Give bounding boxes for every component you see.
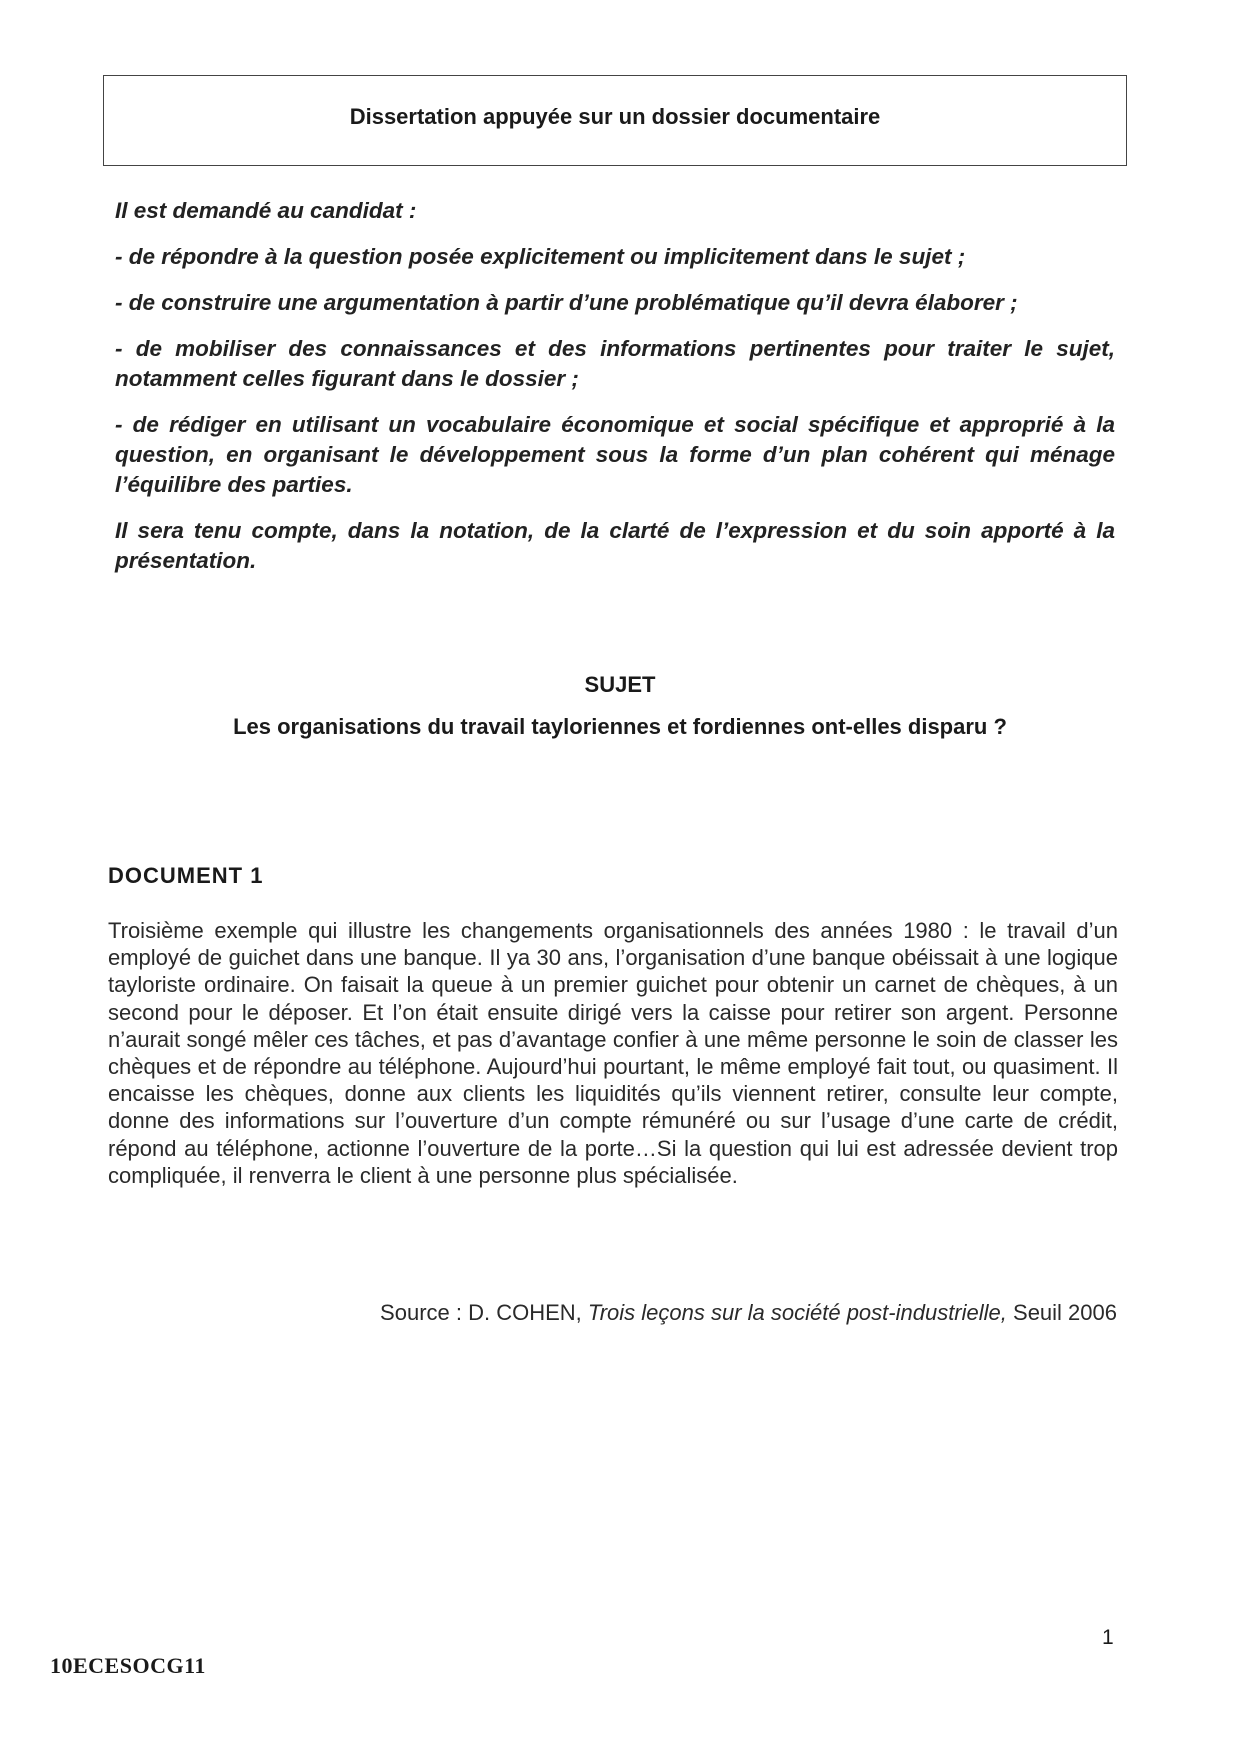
page-number: 1 [1102,1626,1114,1649]
sujet-question: Les organisations du travail tayloriennes et fordiennes ont-elles disparu ? [233,714,1007,739]
instructions-item: - de rédiger en utilisant un vocabulaire économique et social spécifique et approprié à la question, en organisant le développement sous la forme d’un plan cohérent qui ménage l’équilibre des parties. [115,412,1115,497]
source-prefix: Source : D. COHEN, [380,1300,582,1325]
instructions-item: - de répondre à la question posée explicitement ou implicitement dans le sujet ; [115,244,966,269]
document-source [380,1300,1117,1326]
instructions-item: - de mobiliser des connaissances et des informations pertinentes pour traiter le sujet, notamment celles figurant dans le dossier ; [115,336,1115,391]
header-title: Dissertation appuyée sur un dossier documentaire [349,103,881,129]
source-title: Trois leçons sur la société post-industrielle, [587,1300,1007,1325]
exam-code: 10ECESOCG11 [50,1653,206,1678]
sujet-label: SUJET [584,672,656,697]
source-suffix: Seuil 2006 [1013,1300,1117,1325]
instructions-item: - de construire une argumentation à partir d’une problématique qu’il devra élaborer ; [115,290,1018,315]
instructions-intro: Il est demandé au candidat : [115,198,417,223]
document-heading: DOCUMENT 1 [108,863,264,888]
instructions [115,196,1115,592]
header-box [103,75,1127,166]
instructions-notation: Il sera tenu compte, dans la notation, de la clarté de l’expression et du soin apporté à la présentation. [115,518,1115,573]
document-body: Troisième exemple qui illustre les changements organisationnels des années 1980 : le travail d’un employé de guichet dans une banque. Il ya 30 ans, l’organisation d’une banque obéissait à une logique tayloriste ordinaire. On faisait la queue à un premier guichet pour obtenir un carnet de chèques, à un second pour le déposer. Et l’on était ensuite dirigé vers la caisse pour retirer son argent. Personne n’aurait songé mêler ces tâches, et pas d’avantage confier à une même personne le soin de classer les chèques et de répondre au téléphone. Aujourd’hui pourtant, le même employé fait tout, ou quasiment. Il encaisse les chèques, donne aux clients les liquidités qu’ils viennent retirer, consulte leur compte, donne des informations sur l’ouverture d’un compte rémunéré ou sur l’usage d’une carte de crédit, répond au téléphone, actionne l’ouverture de la porte…Si la question qui lui est adressée devient trop compliquée, il renverra le client à une personne plus spécialisée. [108,918,1118,1188]
